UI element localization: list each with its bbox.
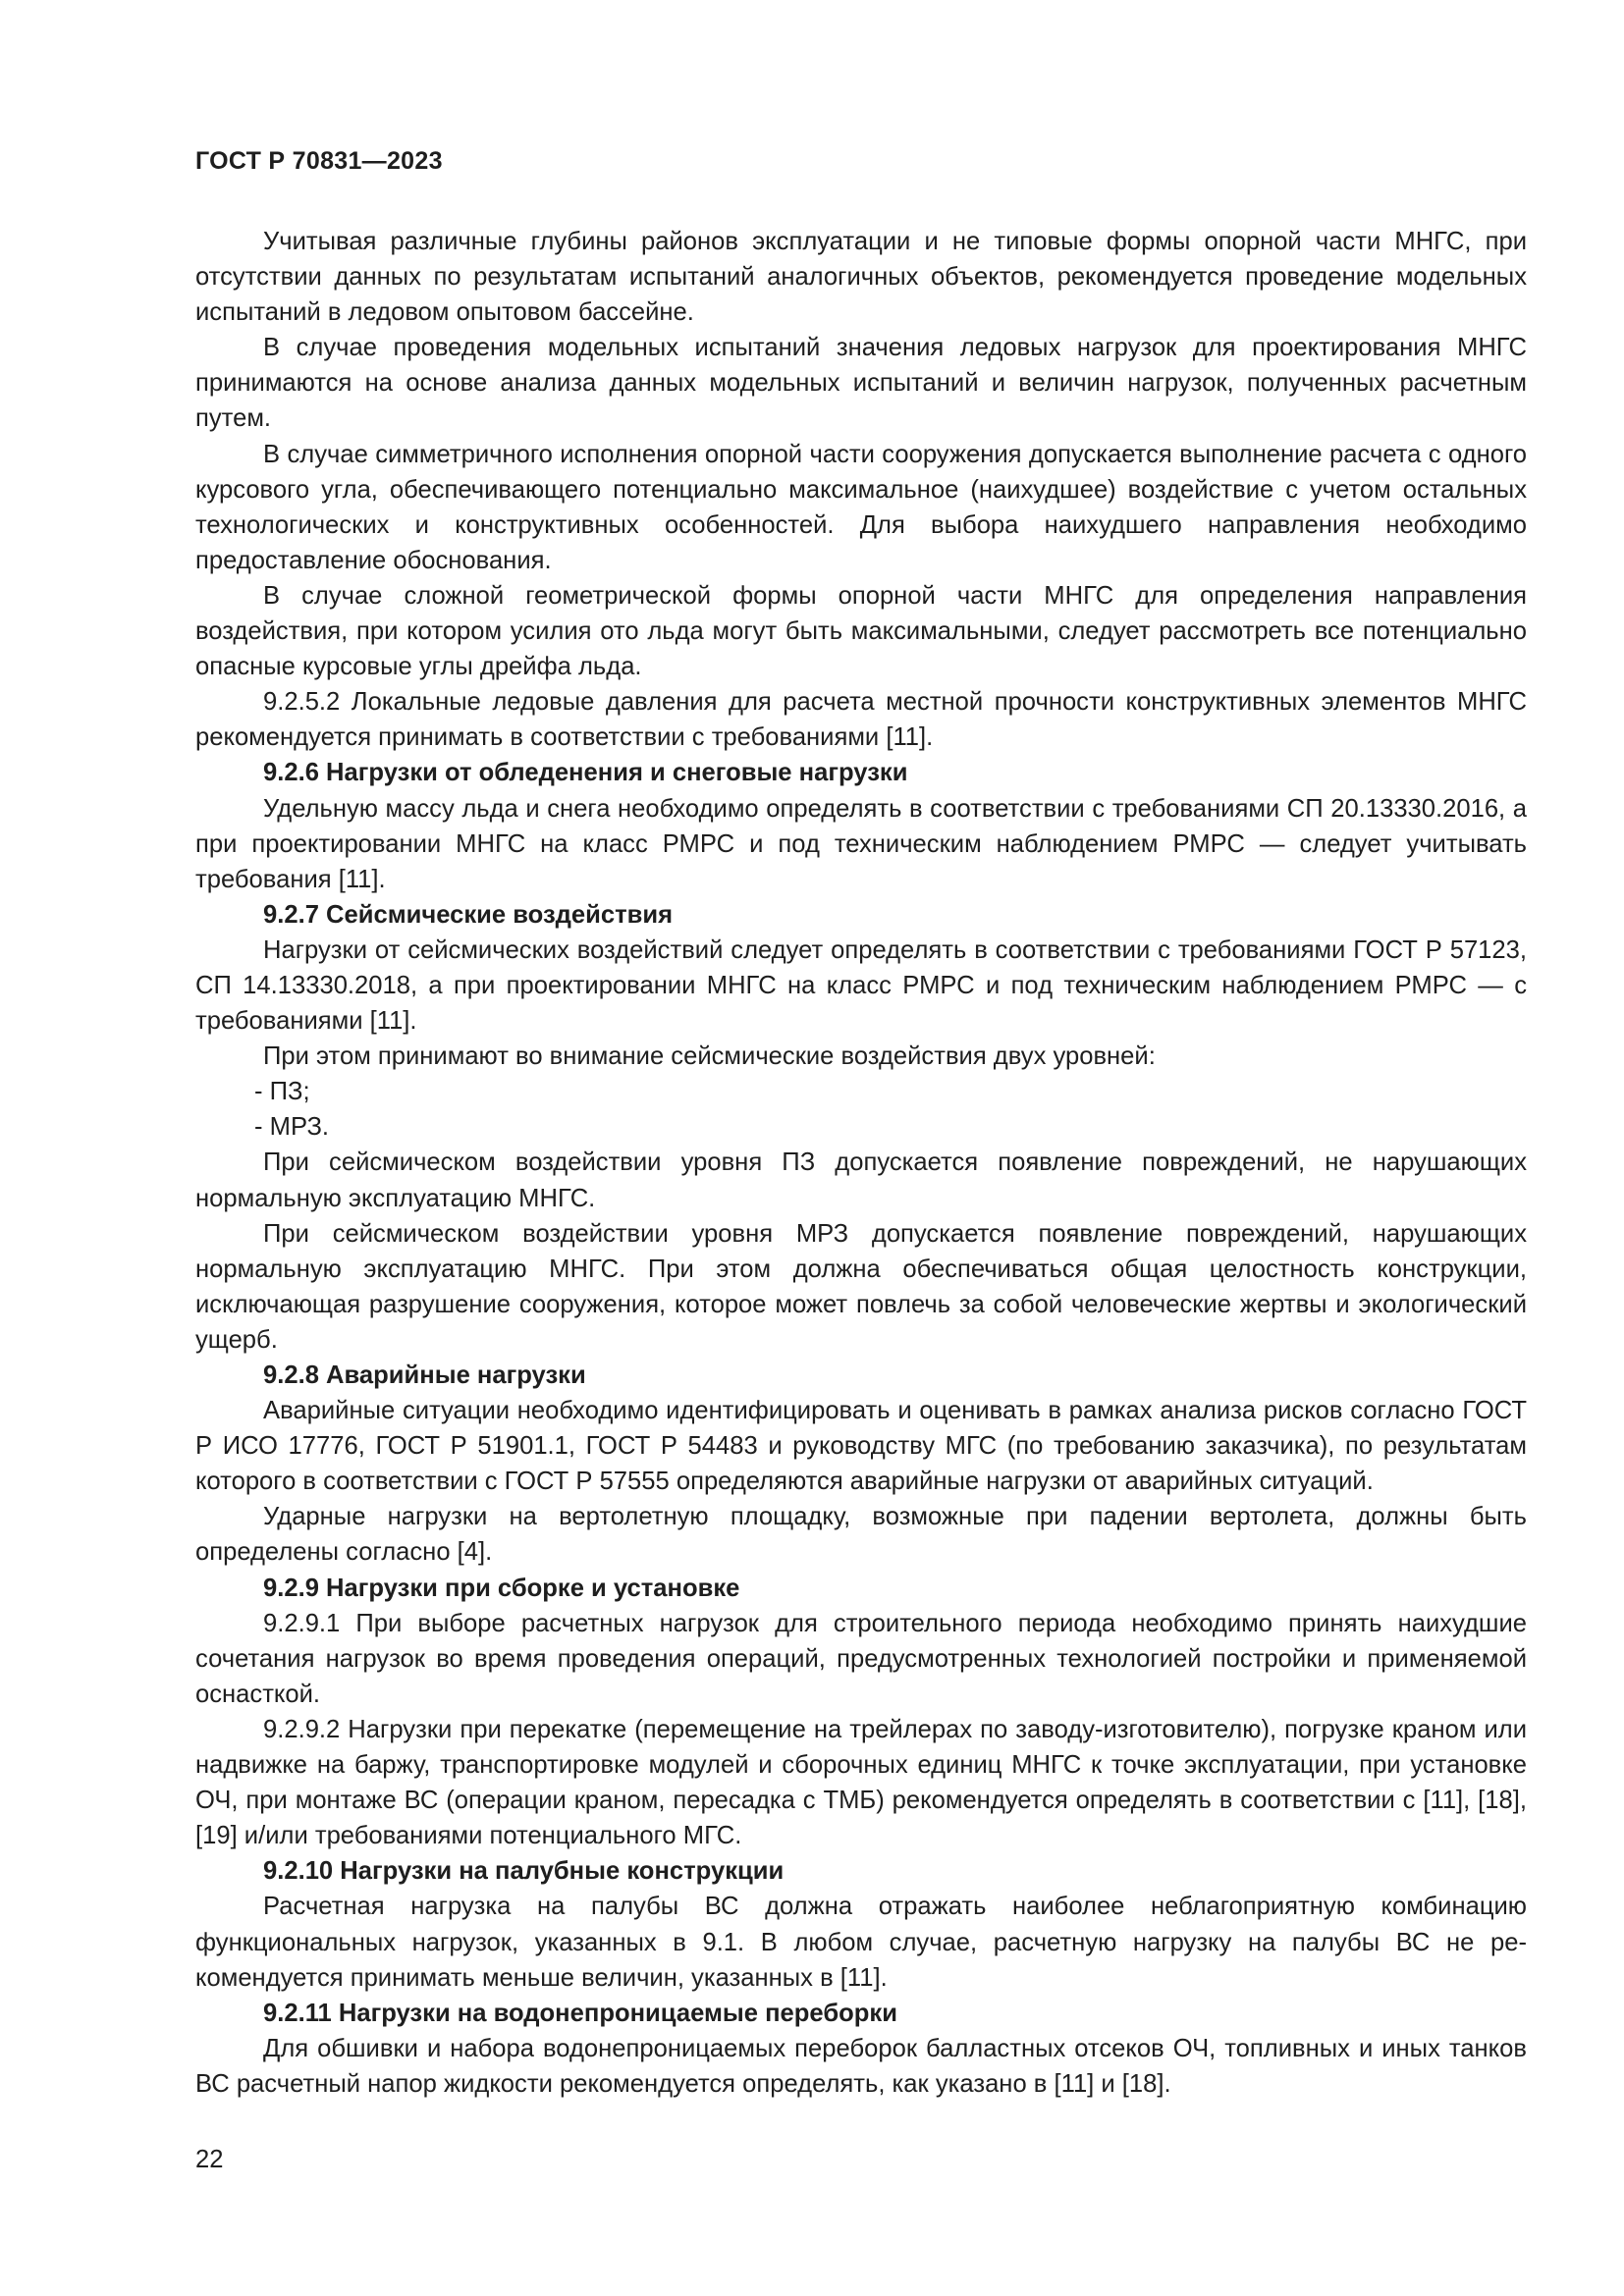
paragraph: Нагрузки от сейсмических воздействий следует определять в соответствии с требованиями ГОСТ Р 57123, СП 14.13330.2018, а при проектировании МНГС на класс РМРС и под техническим наблюдением РМРС — с требованиями [11]. (195, 935, 1527, 1036)
paragraph: При сейсмическом воздействии уровня МРЗ допускается появление повреждений, нарушающих нормальную эксплуатацию МНГС. При этом должна обеспечиваться общая целостность конструкции, исключающая разрушение сооружения, которое может повлечь за собой человеческие жертвы и экологический ущерб. (195, 1219, 1527, 1354)
section-heading-9-2-7: 9.2.7 Сейсмические воздействия (263, 900, 674, 929)
section-heading-9-2-8: 9.2.8 Аварийные нагрузки (263, 1362, 586, 1389)
paragraph: 9.2.9.2 Нагрузки при перекатке (перемещение на трейлерах по заводу-изготовителю), погрузке краном или надвижке на баржу, транспортировке модулей и сборочных единиц МНГС к точке эксплуатации, при установке ОЧ, при монтаже ВС (операции краном, пересадка с ТМБ) рекомендуется определять в соответствии с [11], [18], [19] и/или требованиями потенциального МГС. (195, 1715, 1527, 1850)
list-item: - ПЗ; (254, 1078, 310, 1106)
paragraph: Для обшивки и набора водонепроницаемых переборок балластных отсеков ОЧ, топливных и иных танков ВС расчетный напор жидкости рекомендуется определять, как указано в [11] и [18]. (195, 2034, 1527, 2098)
page-header: ГОСТ Р 70831—2023 (195, 147, 443, 175)
paragraph: При сейсмическом воздействии уровня ПЗ допускается появление повреждений, не нарушающих нормальную эксплуатацию МНГС. (195, 1148, 1527, 1212)
section-heading-9-2-6: 9.2.6 Нагрузки от обледенения и снеговые нагрузки (263, 759, 908, 787)
section-heading-9-2-9: 9.2.9 Нагрузки при сборке и установке (263, 1574, 740, 1602)
list-item: - МРЗ. (254, 1113, 330, 1142)
paragraph: Расчетная нагрузка на палубы ВС должна отражать наиболее неблагоприятную комбинацию функциональных нагрузок, указанных в 9.1. В любом случае, расчетную нагрузку на палубы ВС не рекомендуется принимать меньше величин, указанных в [11]. (195, 1893, 1527, 1992)
page-number: 22 (195, 2146, 224, 2173)
paragraph: 9.2.9.1 При выборе расчетных нагрузок для строительного периода необходимо принять наихудшие сочетания нагрузок во время проведения операций, предусмотренных технологией постройки и применяемой оснасткой. (195, 1609, 1527, 1708)
paragraph: При этом принимают во внимание сейсмические воздействия двух уровней: (263, 1042, 1156, 1071)
paragraph: Учитывая различные глубины районов эксплуатации и не типовые формы опорной части МНГС, при отсутствии данных по результатам испытаний аналогичных объектов, рекомендуется проведение модельных испытаний в ледовом опытовом бассейне. (195, 228, 1527, 327)
paragraph: В случае сложной геометрической формы опорной части МНГС для определения направления воздействия, при котором усилия ото льда могут быть максимальными, следует рассмотреть все потенциально опасные курсовые углы дрейфа льда. (195, 581, 1527, 681)
page-body (195, 224, 1527, 2102)
section-heading-9-2-11: 9.2.11 Нагрузки на водонепроницаемые переборки (263, 1999, 897, 2027)
paragraph: В случае проведения модельных испытаний значения ледовых нагрузок для проектирования МНГС принимаются на основе анализа данных модельных испытаний и величин нагрузок, полученных расчетным путем. (195, 334, 1527, 433)
paragraph: В случае симметричного исполнения опорной части сооружения допускается выполнение расчета с одного курсового угла, обеспечивающего потенциально максимальное (наихудшее) воздействие с учетом остальных технологических и конструктивных особенностей. Для выбора наихудшего направления необходимо предоставление обоснования. (195, 440, 1527, 574)
section-heading-9-2-10: 9.2.10 Нагрузки на палубные конструкции (263, 1857, 785, 1886)
paragraph: 9.2.5.2 Локальные ледовые давления для расчета местной прочности конструктивных элементов МНГС рекомендуется принимать в соответствии с требованиями [11]. (195, 688, 1527, 752)
paragraph: Удельную массу льда и снега необходимо определять в соответствии с требованиями СП 20.13330.2016, а при проектировании МНГС на класс РМРС и под техническим наблюдением РМРС — следует учитывать требования [11]. (195, 794, 1527, 893)
paragraph: Аварийные ситуации необходимо идентифицировать и оценивать в рамках анализа рисков согласно ГОСТ Р ИСО 17776, ГОСТ Р 51901.1, ГОСТ Р 54483 и руководству МГС (по требованию заказчика), по результатам которого в соответствии с ГОСТ Р 57555 определяются аварийные нагрузки от аварийных ситуаций. (195, 1397, 1527, 1496)
paragraph: Ударные нагрузки на вертолетную площадку, возможные при падении вертолета, должны быть определены согласно [4]. (195, 1503, 1527, 1567)
